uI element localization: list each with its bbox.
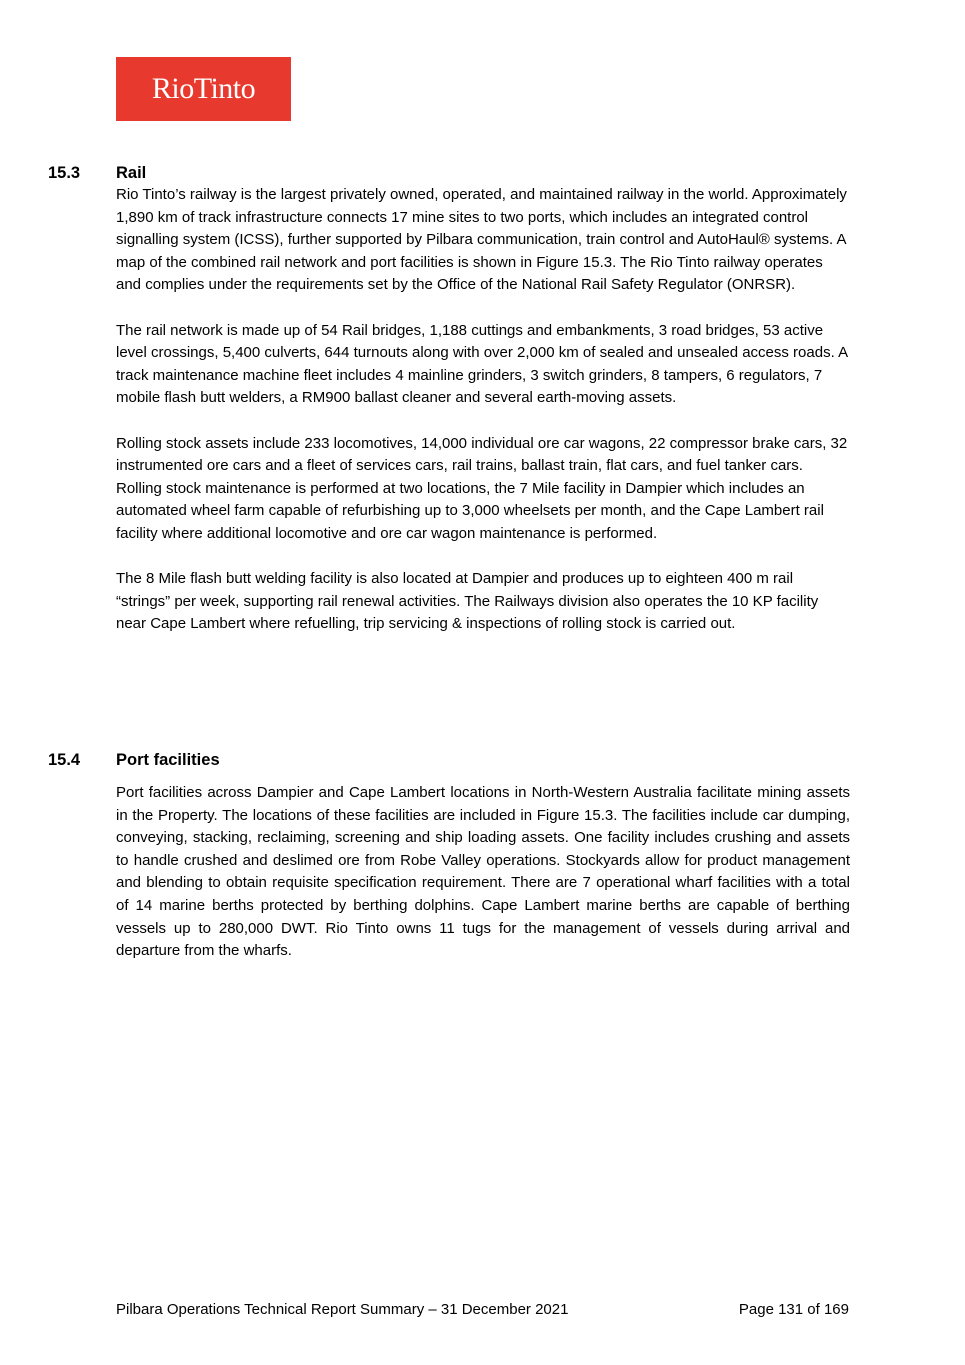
rio-tinto-logo — [116, 57, 291, 121]
section-body — [116, 184, 850, 636]
section-heading — [48, 749, 850, 771]
section-number: 15.4 — [48, 751, 81, 769]
page-number: Page 131 of 169 — [738, 1301, 849, 1318]
page-footer — [116, 1300, 849, 1320]
paragraph: Rolling stock assets include 233 locomotives, 14,000 individual ore car wagons, 22 compressor brake cars, 32 instrumented ore cars and a fleet of services cars, rail trains, ballast train, flat cars, and fuel tanker cars. Rolling stock maintenance is performed at two locations, the 7 Mile facility in Dampier which includes an automated wheel farm capable of refurbishing up to 3,000 wheelsets per month, and the Cape Lambert rail facility where additional locomotive and ore car wagon maintenance is performed. — [116, 434, 848, 542]
footer-title: Pilbara Operations Technical Report Summary – 31 December 2021 — [116, 1301, 569, 1318]
section-heading — [48, 162, 850, 184]
section-port-facilities — [48, 749, 850, 963]
paragraph: The rail network is made up of 54 Rail bridges, 1,188 cuttings and embankments, 3 road bridges, 53 active level crossings, 5,400 culverts, 644 turnouts along with over 2,000 km of sealed and unsealed access roads. A track maintenance machine fleet includes 4 mainline grinders, 3 switch grinders, 8 tampers, 6 regulators, 7 mobile flash butt welders, a RM900 ballast cleaner and several earth-moving assets. — [116, 321, 848, 407]
section-body — [116, 782, 850, 963]
paragraph: Rio Tinto’s railway is the largest privately owned, operated, and maintained railway in the world. Approximately 1,890 km of track infrastructure connects 17 mine sites to two ports, which includes an integrated control signalling system (ICSS), further supported by Pilbara communication, train control and AutoHaul® systems. A map of the combined rail network and port facilities is shown in Figure 15.3. The Rio Tinto railway operates and complies under the requirements set by the Office of the National Rail Safety Regulator (ONRSR). — [116, 186, 847, 294]
section-title: Rail — [116, 164, 147, 182]
section-rail — [48, 162, 850, 636]
paragraph: Port facilities across Dampier and Cape Lambert locations in North-Western Australia facilitate mining assets in the Property. The locations of these facilities are included in Figure 15.3. The facilities include car dumping, conveying, stacking, reclaiming, screening and ship loading assets. One facility includes crushing and assets to handle crushed and deslimed ore from Robe Valley operations. Stockyards allow for product management and blending to obtain requisite specification requirement. There are 7 operational wharf facilities with a total of 14 marine berths protected by berthing dolphins. Cape Lambert marine berths are capable of berthing vessels up to 280,000 DWT. Rio Tinto owns 11 tugs for the management of vessels during arrival and departure from the wharfs. — [116, 784, 850, 960]
section-title: Port facilities — [116, 751, 220, 769]
logo-text: RioTinto — [151, 72, 256, 105]
paragraph: The 8 Mile flash butt welding facility is also located at Dampier and produces up to eighteen 400 m rail “strings” per week, supporting rail renewal activities. The Railways division also operates the 10 KP facility near Cape Lambert where refuelling, trip servicing & inspections of rolling stock is carried out. — [116, 570, 819, 633]
section-number: 15.3 — [48, 164, 81, 182]
